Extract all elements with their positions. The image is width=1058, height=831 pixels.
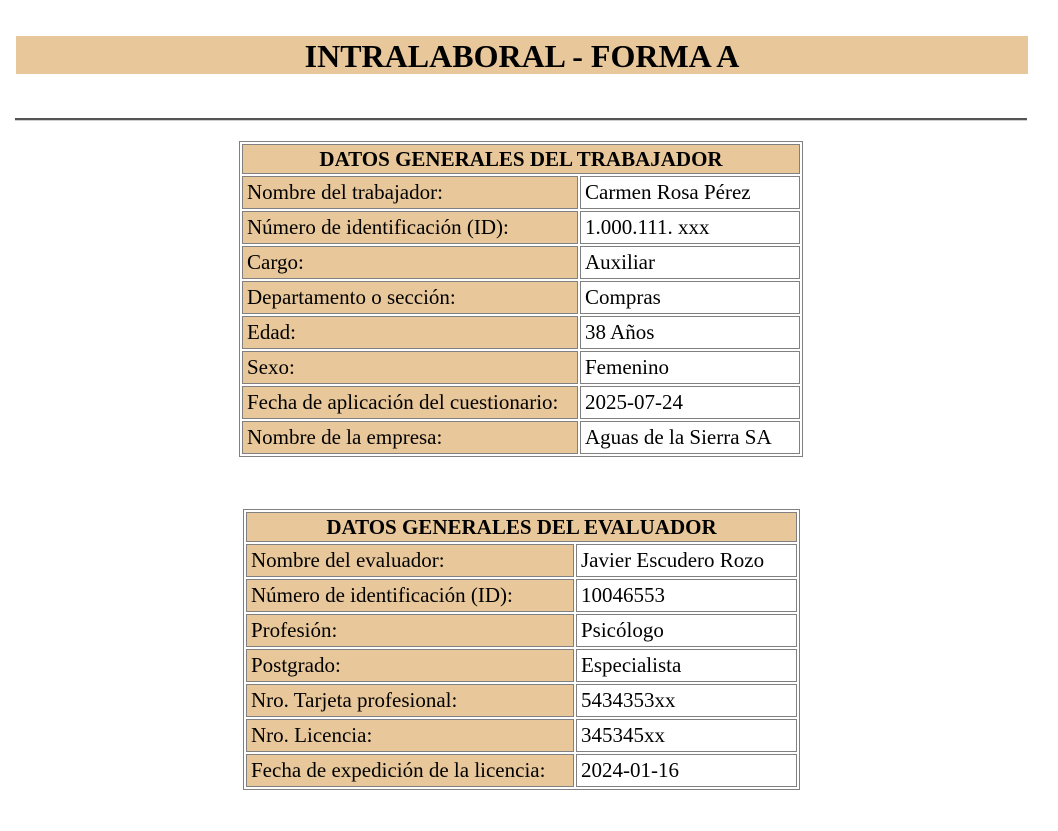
- license-issue-date-label: Fecha de expedición de la licencia:: [246, 754, 574, 787]
- worker-department-label: Departamento o sección:: [242, 281, 578, 314]
- worker-position-label: Cargo:: [242, 246, 578, 279]
- table-row: [242, 421, 800, 454]
- table-row: [242, 351, 800, 384]
- company-name-label: Nombre de la empresa:: [242, 421, 578, 454]
- evaluator-postgrad-value: Especialista: [576, 649, 797, 682]
- worker-name-label: Nombre del trabajador:: [242, 176, 578, 209]
- application-date-value: 2025-07-24: [580, 386, 800, 419]
- table-row: [242, 176, 800, 209]
- worker-sex-value: Femenino: [580, 351, 800, 384]
- table-row: [242, 281, 800, 314]
- evaluator-table-heading: DATOS GENERALES DEL EVALUADOR: [246, 512, 797, 542]
- worker-age-value: 38 Años: [580, 316, 800, 349]
- worker-table-heading: DATOS GENERALES DEL TRABAJADOR: [242, 144, 800, 174]
- evaluator-profession-label: Profesión:: [246, 614, 574, 647]
- license-number-value: 345345xx: [576, 719, 797, 752]
- evaluator-id-value: 10046553: [576, 579, 797, 612]
- table-row: [242, 246, 800, 279]
- worker-data-table: [239, 141, 803, 457]
- evaluator-postgrad-label: Postgrado:: [246, 649, 574, 682]
- evaluator-data-table: [243, 509, 800, 790]
- table-row: [246, 649, 797, 682]
- table-row: [246, 754, 797, 787]
- table-row: [242, 386, 800, 419]
- table-row: [246, 544, 797, 577]
- license-number-label: Nro. Licencia:: [246, 719, 574, 752]
- table-row: [246, 684, 797, 717]
- table-row: [242, 211, 800, 244]
- worker-sex-label: Sexo:: [242, 351, 578, 384]
- professional-card-value: 5434353xx: [576, 684, 797, 717]
- table-row: [242, 316, 800, 349]
- table-header-row: [242, 144, 800, 174]
- worker-age-label: Edad:: [242, 316, 578, 349]
- horizontal-divider: [15, 118, 1027, 121]
- evaluator-profession-value: Psicólogo: [576, 614, 797, 647]
- worker-id-value: 1.000.111. xxx: [580, 211, 800, 244]
- table-row: [246, 719, 797, 752]
- worker-id-label: Número de identificación (ID):: [242, 211, 578, 244]
- table-row: [246, 614, 797, 647]
- evaluator-name-label: Nombre del evaluador:: [246, 544, 574, 577]
- table-header-row: [246, 512, 797, 542]
- worker-position-value: Auxiliar: [580, 246, 800, 279]
- worker-name-value: Carmen Rosa Pérez: [580, 176, 800, 209]
- page-title: INTRALABORAL - FORMA A: [16, 36, 1028, 74]
- table-row: [246, 579, 797, 612]
- application-date-label: Fecha de aplicación del cuestionario:: [242, 386, 578, 419]
- license-issue-date-value: 2024-01-16: [576, 754, 797, 787]
- professional-card-label: Nro. Tarjeta profesional:: [246, 684, 574, 717]
- evaluator-id-label: Número de identificación (ID):: [246, 579, 574, 612]
- worker-department-value: Compras: [580, 281, 800, 314]
- evaluator-name-value: Javier Escudero Rozo: [576, 544, 797, 577]
- company-name-value: Aguas de la Sierra SA: [580, 421, 800, 454]
